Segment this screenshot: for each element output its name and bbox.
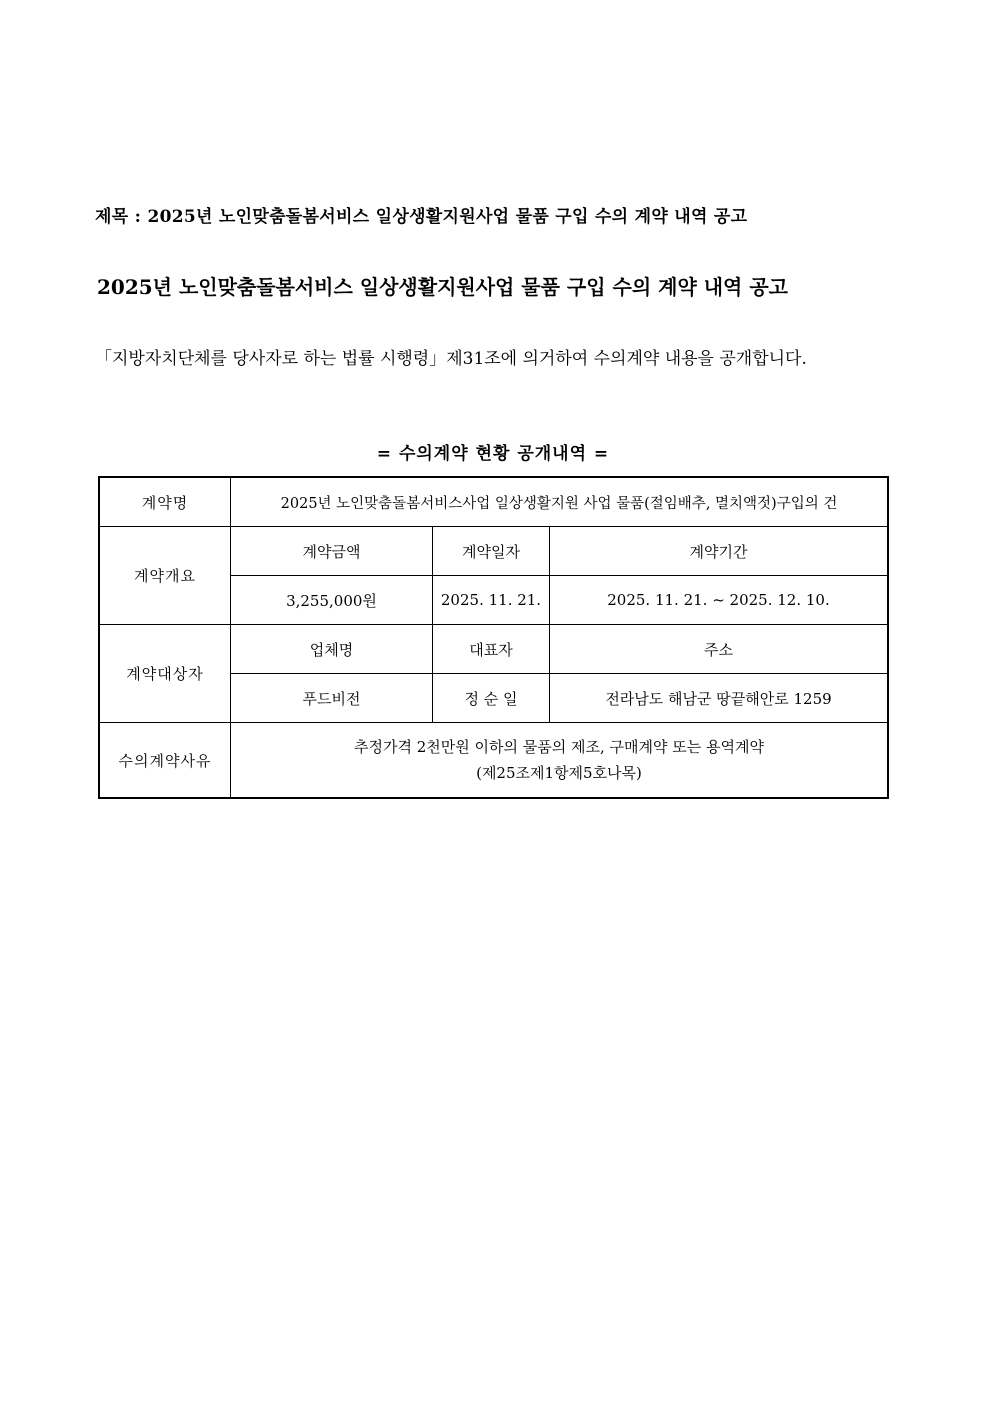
contract-name-label: 계약명 (99, 477, 231, 527)
period-header: 계약기간 (550, 527, 889, 576)
company-value: 푸드비전 (231, 674, 433, 723)
overview-label: 계약개요 (99, 527, 231, 625)
notice-title: 2025년 노인맞춤돌봄서비스 일상생활지원사업 물품 구입 수의 계약 내역 공고 (97, 275, 788, 299)
reason-label: 수의계약사유 (99, 723, 231, 799)
section-heading: = 수의계약 현황 공개내역 = (376, 444, 610, 464)
date-header: 계약일자 (433, 527, 550, 576)
rep-header: 대표자 (433, 625, 550, 674)
table-row (99, 477, 888, 527)
table-row (99, 723, 888, 799)
subject-line: 제목 : 2025년 노인맞춤돌봄서비스 일상생활지원사업 물품 구입 수의 계약 내역 공고 (95, 207, 748, 227)
reason-line-1: 추정가격 2천만원 이하의 물품의 제조, 구매계약 또는 용역계약 (354, 738, 764, 756)
contract-table (98, 476, 889, 799)
amount-header: 계약금액 (231, 527, 433, 576)
table-row (99, 527, 888, 576)
party-label: 계약대상자 (99, 625, 231, 723)
reason-value (231, 723, 889, 799)
reason-line-2: (제25조제1항제5호나목) (476, 764, 642, 782)
address-header: 주소 (550, 625, 889, 674)
period-value: 2025. 11. 21. ~ 2025. 12. 10. (550, 576, 889, 625)
company-header: 업체명 (231, 625, 433, 674)
table-row (99, 625, 888, 674)
date-value: 2025. 11. 21. (433, 576, 550, 625)
rep-value: 정 순 일 (433, 674, 550, 723)
amount-value: 3,255,000원 (231, 576, 433, 625)
address-value: 전라남도 해남군 땅끝해안로 1259 (550, 674, 889, 723)
intro-paragraph: 「지방자치단체를 당사자로 하는 법률 시행령」제31조에 의거하여 수의계약 내용을 공개합니다. (95, 349, 807, 369)
contract-name-value: 2025년 노인맞춤돌봄서비스사업 일상생활지원 사업 물품(절임배추, 멸치액젓)구입의 건 (231, 477, 889, 527)
